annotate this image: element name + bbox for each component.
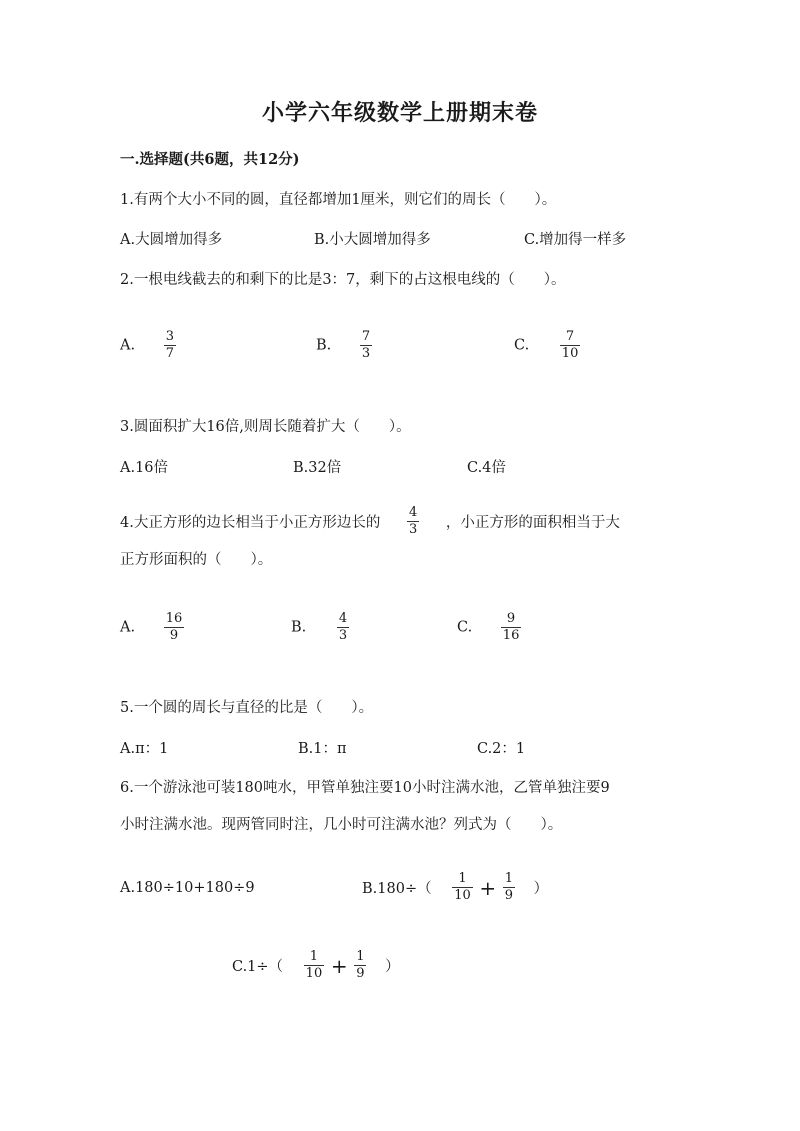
- denominator: 3: [338, 628, 348, 643]
- denominator: 10: [561, 346, 579, 361]
- fraction: [452, 872, 473, 903]
- question-4-text-before: 4.大正方形的边长相当于小正方形边长的: [120, 515, 381, 531]
- fraction: [354, 950, 366, 981]
- denominator: 16: [502, 628, 520, 643]
- fraction: [503, 872, 515, 903]
- numerator: 1: [458, 871, 467, 886]
- plus-sign: +: [479, 875, 497, 900]
- numerator: 1: [309, 949, 319, 964]
- question-4-line-1: [120, 506, 620, 537]
- denominator: 9: [169, 628, 179, 643]
- question-5-option-b: B.1：π: [298, 741, 347, 757]
- numerator: 1: [356, 949, 365, 964]
- denominator: 10: [454, 888, 471, 903]
- denominator: 10: [305, 966, 323, 981]
- question-5-option-a: A.π：1: [120, 741, 169, 757]
- question-4-option-c: [457, 612, 521, 643]
- fraction: [501, 612, 522, 643]
- question-1-text: 1.有两个大小不同的圆，直径都增加1厘米，则它们的周长（ ）。: [120, 192, 557, 208]
- option-label: C.: [514, 337, 530, 354]
- question-4-option-a: [120, 612, 184, 643]
- question-3-option-a: A.16倍: [120, 460, 169, 476]
- option-suffix: ）: [385, 959, 400, 975]
- question-2-option-a: [120, 330, 176, 361]
- option-label: A.: [120, 337, 136, 354]
- question-6-line-2: 小时注满水池。现两管同时注，几小时可注满水池？列式为（ ）。: [120, 817, 563, 833]
- question-6-line-1: 6.一个游泳池可装180吨水，甲管单独注要10小时注满水池，乙管单独注要9: [120, 780, 610, 796]
- question-4-option-b: [291, 612, 349, 643]
- question-6-option-a: A.180÷10+180÷9: [120, 880, 255, 896]
- numerator: 4: [338, 611, 348, 626]
- numerator: 16: [165, 611, 183, 626]
- numerator: 9: [506, 611, 516, 626]
- denominator: 3: [361, 346, 371, 361]
- question-1-option-a: A.大圆增加得多: [120, 232, 223, 248]
- question-6-option-b: [362, 872, 548, 903]
- question-1-option-b: B.小大圆增加得多: [314, 232, 431, 248]
- denominator: 7: [165, 346, 174, 361]
- option-label: B.: [291, 619, 307, 636]
- question-3-option-c: C.4倍: [467, 460, 506, 476]
- question-4-line-2: 正方形面积的（ ）。: [120, 552, 273, 568]
- numerator: 7: [361, 329, 371, 344]
- question-2-text: 2.一根电线截去的和剩下的比是3：7，剩下的占这根电线的（ ）。: [120, 272, 566, 288]
- question-2-option-c: [514, 330, 580, 361]
- question-3-text: 3.圆面积扩大16倍,则周长随着扩大（ ）。: [120, 419, 411, 435]
- fraction: [304, 950, 325, 981]
- fraction: [164, 330, 176, 361]
- question-1-option-c: C.增加得一样多: [524, 232, 627, 248]
- page-title: 小学六年级数学上册期末卷: [261, 100, 538, 126]
- numerator: 3: [165, 329, 174, 344]
- plus-sign: +: [330, 953, 348, 978]
- question-4-text-after: ，小正方形的面积相当于大: [445, 515, 620, 531]
- option-prefix: B.180÷（: [362, 881, 432, 897]
- question-5-option-c: C.2：1: [477, 741, 526, 757]
- question-5-text: 5.一个圆的周长与直径的比是（ ）。: [120, 700, 374, 716]
- section-heading: 一.选择题(共6题，共12分): [120, 151, 300, 168]
- question-6-option-c: [232, 950, 400, 981]
- denominator: 3: [408, 522, 418, 537]
- numerator: 1: [504, 871, 514, 886]
- fraction: [360, 330, 372, 361]
- option-suffix: ）: [533, 881, 549, 897]
- question-2-option-b: [316, 330, 372, 361]
- option-prefix: C.1÷（: [232, 959, 284, 975]
- numerator: 7: [565, 329, 575, 344]
- fraction: [337, 612, 349, 643]
- option-label: B.: [316, 337, 332, 354]
- fraction: [560, 330, 581, 361]
- fraction: [407, 506, 419, 537]
- denominator: 9: [356, 966, 365, 981]
- denominator: 9: [504, 888, 514, 903]
- option-label: C.: [457, 619, 473, 636]
- option-label: A.: [120, 619, 136, 636]
- fraction: [164, 612, 185, 643]
- question-3-option-b: B.32倍: [293, 460, 342, 476]
- numerator: 4: [408, 505, 418, 520]
